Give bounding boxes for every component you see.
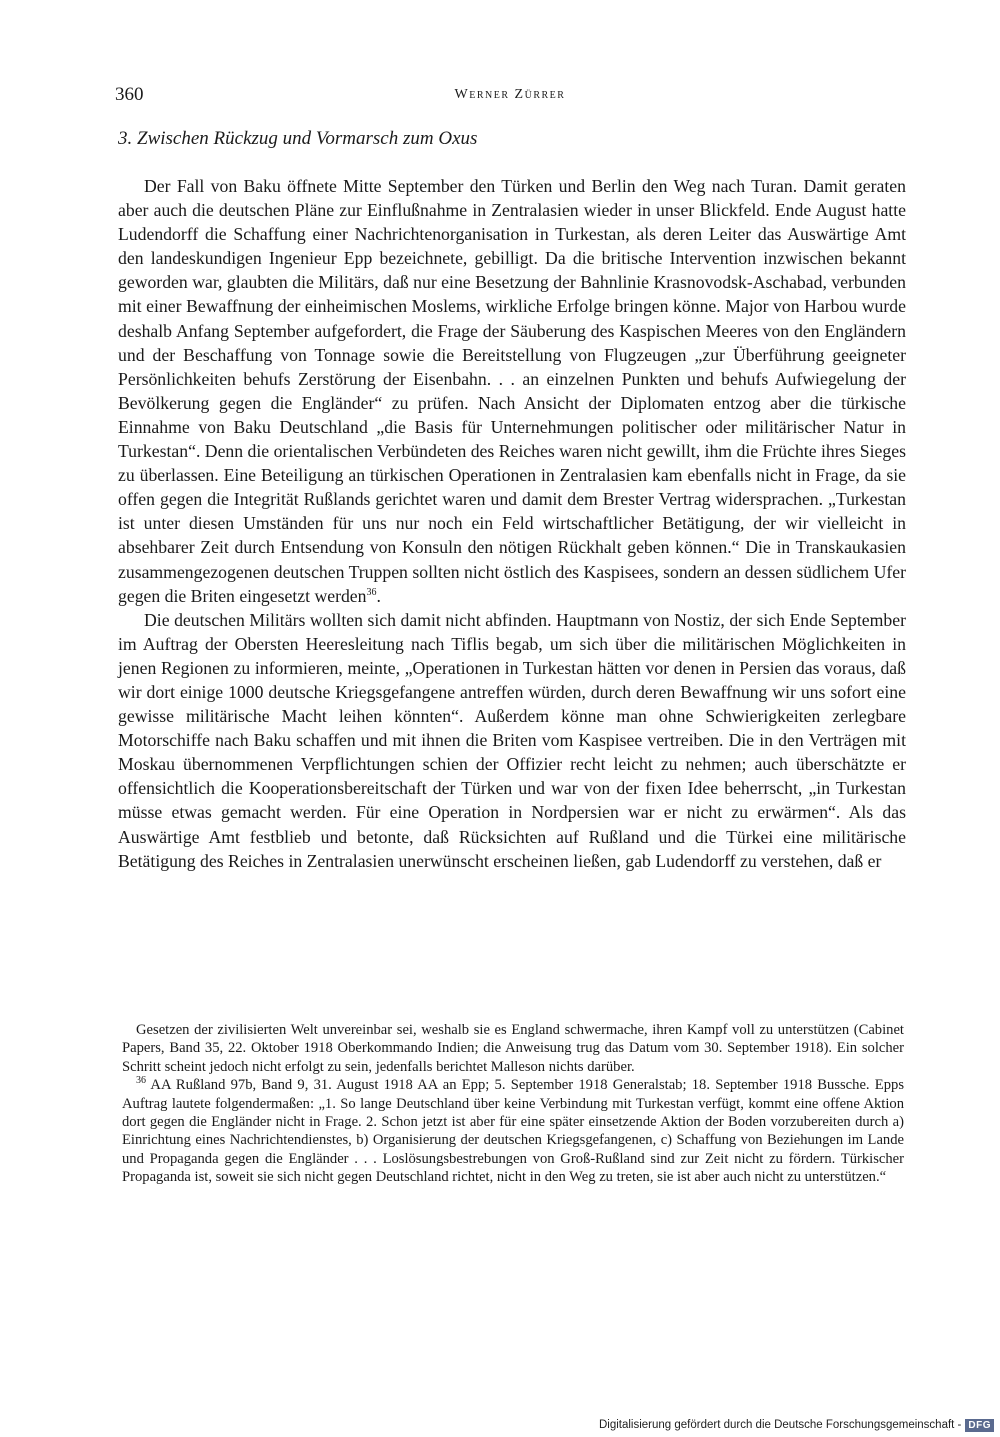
dfg-logo-icon: DFG <box>965 1419 994 1432</box>
footnote-ref-36[interactable]: 36 <box>366 586 377 598</box>
body-paragraph-2: Die deutschen Militärs wollten sich damit nicht abfinden. Hauptmann von Nostiz, der sich Ende September im Auftrag der Obersten Heeresleitung nach Tiflis begab, um sich über die militärischen Möglichkeiten in jenen Regionen zu informieren, meinte, „Operationen in Turkestan hätten vor denen in Persien das voraus, daß wir dort einige 1000 deutsche Kriegsgefangene antreffen würden, durch deren Bewaffnung wir uns sofort eine gewisse militärische Macht leihen könnten“. Außerdem könne man ohne Schwierigkeiten zerlegbare Motorschiffe nach Baku schaffen und mit ihnen die Briten vom Kaspisee vertreiben. Die in den Verträgen mit Moskau übernommenen Verpflichtungen schien der Offizier recht leicht zu nehmen; auch überschätzte er offensichtlich die Kooperationsbereitschaft der Türken und war von der fixen Idee beherrscht, „in Turkestan müsse etwas gemacht werden. Für eine Operation in Nordpersien war er nicht zu erwärmen“. Als das Auswärtige Amt festblieb und betonte, daß Rücksichten auf Rußland und die Türkei eine militärische Betätigung des Reiches in Zentralasien unerwünscht erscheinen ließen, gab Ludendorff zu verstehen, daß er <box>118 609 906 871</box>
footnote-continuation: Gesetzen der zivilisierten Welt unvereinbar sei, weshalb sie es England schwermache, ihren Kampf voll zu unterstützen (Cabinet Papers, Band 35, 22. Oktober 1918 Oberkommando Indien; die Anweisung trug das Datum vom 30. September 1918). Ein solcher Schritt scheint jedoch nicht erfolgt zu sein, jedenfalls berichtet Malleson nichts darüber. <box>122 1022 904 1075</box>
running-head-author: Werner Zürrer <box>454 87 566 102</box>
main-body-text <box>118 174 906 873</box>
digitization-note: Digitalisierung gefördert durch die Deutsche Forschungsgemeinschaft - <box>598 1419 962 1431</box>
footnote-36-number: 36 <box>136 1075 146 1087</box>
page-header <box>115 84 905 108</box>
page-number: 360 <box>115 84 144 105</box>
digitization-footer <box>599 1417 994 1433</box>
body-paragraph-1 <box>118 174 906 608</box>
body-paragraph-1-end: . <box>376 585 381 606</box>
footnote-36 <box>122 1076 904 1186</box>
footnote-36-text: AA Rußland 97b, Band 9, 31. August 1918 AA an Epp; 5. September 1918 Generalstab; 18. September 1918 Bussche. Epps Auftrag lautete folgendermaßen: „1. So lange Deutschland über keine Verbindung mit Turkestan verfügt, kommt eine offene Aktion dort gegen die Engländer nicht in Frage. 2. Schon jetzt ist aber für eine später einsetzende Aktion der Boden vorzubereiten durch a) Einrichtung eines Nachrichtendienstes, b) Organisierung der deutschen Kriegsgefangenen, c) Schaffung von Beziehungen im Lande und Propaganda gegen die Engländer . . . Loslösungsbestrebungen von Groß-Rußland sind zur Zeit nicht zu fördern. Türkischer Propaganda ist, soweit sie sich nicht gegen Deutschland richtet, nicht in den Weg zu treten, sie ist aber auch nicht zu unterstützen.“ <box>122 1077 904 1186</box>
footnotes <box>122 1021 904 1187</box>
body-paragraph-1-text: Der Fall von Baku öffnete Mitte September den Türken und Berlin den Weg nach Turan. Damit geraten aber auch die deutschen Pläne zur Einflußnahme in Zentralasien wieder in unser Blickfeld. Ende August hatte Ludendorff die Schaffung einer Nachrichtenorganisation in Turkestan, als deren Leiter das Auswärtige Amt den landeskundigen Ingenieur Epp bezeichnete, gebilligt. Da die britische Intervention inzwischen bekannt geworden war, glaubten die Militärs, daß nur eine Besetzung der Bahnlinie Krasnovodsk-Aschabad, verbunden mit einer Bewaffnung der einheimischen Moslems, wirkliche Erfolge bringen könne. Major von Harbou wurde deshalb Anfang September aufgefordert, die Frage der Säuberung des Kaspischen Meeres von den Engländern und der Beschaffung von Tonnage sowie die Bereitstellung von Flugzeugen „zur Überführung geeigneter Persönlichkeiten behufs Zerstörung der Eisenbahn. . . an einzelnen Punkten und behufs Aufwiegelung der Bevölkerung gegen die Engländer“ zu prüfen. Nach Ansicht der Diplomaten entzog aber die türkische Einnahme von Baku Deutschland „die Basis für Unternehmungen politischer oder militärischer Natur in Turkestan“. Denn die orientalischen Verbündeten des Reiches waren nicht gewillt, ihm die Früchte ihres Sieges zu überlassen. Eine Beteiligung an türkischen Operationen in Zentralasien kam ebenfalls nicht in Frage, da sie offen gegen die Integrität Rußlands gerichtet waren und damit dem Brester Vertrag widersprachen. „Turkestan ist unter diesen Umständen für uns nur noch ein Feld wirtschaftlicher Betätigung, der wir vielleicht in absehbarer Zeit durch Entsendung von Konsuln den nötigen Rückhalt geben können.“ Die in Transkaukasien zusammengezogenen deutschen Truppen sollten nicht östlich des Kaspisees, sondern an dessen südlichem Ufer gegen die Briten eingesetzt werden <box>118 176 906 606</box>
section-heading: 3. Zwischen Rückzug und Vormarsch zum Oxus <box>118 128 478 149</box>
